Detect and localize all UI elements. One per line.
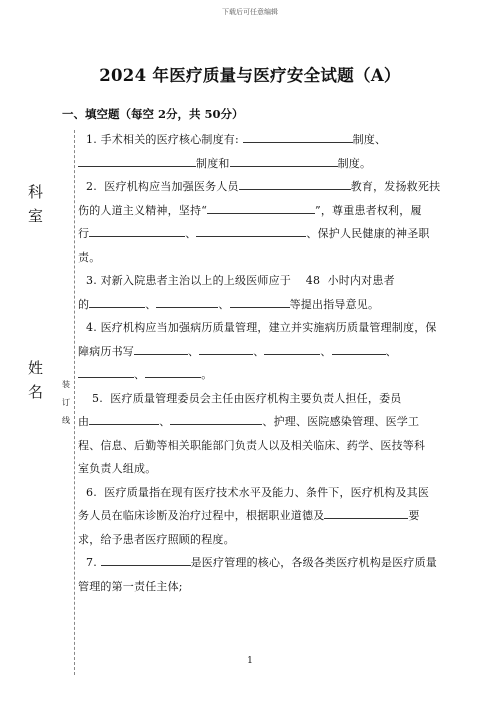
blank-field[interactable] [145, 366, 201, 378]
question-5-cont [78, 434, 446, 458]
download-note: 下载后可任意编辑 [222, 8, 278, 16]
question-3 [78, 269, 446, 293]
question-2 [78, 175, 446, 199]
q4-sep: 、 [320, 344, 332, 358]
q6-text: 6. 医疗质量指在现有医疗技术水平及能力、条件下，医疗机构及其医 [86, 485, 430, 499]
blank-field[interactable] [239, 178, 351, 190]
q5-text: 室负责人组成。 [78, 462, 157, 475]
q3-text: 的 [78, 297, 90, 311]
q1-text: 制度和 [196, 156, 230, 170]
q5-text: 5. 医疗质量管理委员会主任由医疗机构主要负责人担任，委员 [92, 391, 402, 405]
question-1-cont [78, 152, 446, 176]
blank-field[interactable] [264, 343, 320, 355]
blank-field[interactable] [199, 343, 253, 355]
blank-field[interactable] [134, 343, 188, 355]
question-4 [78, 316, 446, 340]
q1-text: 制度。 [337, 156, 372, 170]
q4-sep: 、 [134, 368, 146, 381]
blank-field[interactable] [170, 413, 262, 425]
question-7 [78, 551, 446, 575]
question-5-cont [78, 457, 446, 481]
question-5-cont [78, 410, 446, 434]
question-5 [78, 387, 446, 411]
section-heading: 一、填空题（每空 2分，共 50分） [62, 107, 244, 121]
binding-line [74, 130, 75, 675]
q7-text: 是医疗管理的核心，各级各类医疗机构是医疗质量 [190, 556, 437, 569]
question-6-cont [78, 504, 446, 528]
blank-field[interactable] [89, 413, 159, 425]
binding-line-text: 装 订 线 [62, 380, 70, 425]
page-number: 1 [247, 656, 253, 666]
q2-text: 2. 医疗机构应当加强医务人员 [86, 180, 239, 193]
blank-field[interactable] [230, 155, 338, 167]
question-1 [78, 128, 446, 152]
q3-text: 、 [218, 297, 230, 311]
blank-field[interactable] [78, 366, 134, 378]
q3-text: 等提出指导意见。 [289, 297, 380, 311]
q1-text: 1. 手术相关的医疗核心制度有: [86, 133, 243, 146]
q5-text: 、护理、医院感染管理、医学工 [262, 415, 420, 428]
q1-text: 制度、 [352, 133, 387, 146]
blank-field[interactable] [243, 131, 353, 143]
question-4-cont [78, 340, 446, 364]
question-6 [78, 481, 446, 505]
q4-sep: 、 [385, 344, 397, 358]
question-3-cont [78, 293, 446, 317]
q2-text: 行 [78, 227, 90, 240]
q3-text: 、 [145, 297, 157, 311]
q4-sep: 、 [188, 344, 200, 358]
q2-text: 、保护人民健康的神圣职 [306, 227, 430, 240]
question-7-cont [78, 575, 446, 599]
q7-text: 7. [86, 556, 101, 569]
blank-field[interactable] [230, 296, 290, 308]
blank-field[interactable] [89, 225, 185, 237]
department-label [28, 180, 43, 228]
q4-end: 。 [201, 368, 213, 381]
name-label-text: 姓 名 [28, 359, 44, 401]
name-label [28, 356, 43, 404]
question-2-cont [78, 199, 446, 223]
q2-text: ”，尊重患者权利，履 [315, 203, 422, 217]
q7-text: 管理的第一责任主体; [78, 579, 183, 593]
blank-field[interactable] [196, 225, 306, 237]
q5-text: 程、信息、后勤等相关职能部门负责人以及相关临床、药学、医技等科 [78, 438, 426, 452]
q2-text: 伤的人道主义精神，坚持“ [78, 203, 208, 217]
q6-text: 求，给予患者医疗照顾的程度。 [78, 532, 235, 546]
binding-line-label [62, 376, 70, 430]
blank-field[interactable] [324, 507, 408, 519]
q5-text: 、 [159, 415, 171, 428]
department-label-text: 科 室 [28, 183, 44, 225]
q4-text: 4. 医疗机构应当加强病历质量管理，建立并实施病历质量管理制度，保 [86, 321, 437, 334]
question-2-cont [78, 246, 446, 270]
q2-text: 、 [185, 227, 197, 240]
blank-field[interactable] [101, 554, 191, 566]
q4-sep: 、 [253, 344, 265, 358]
q2-text: 责。 [78, 250, 101, 264]
question-list [78, 128, 446, 598]
blank-field[interactable] [78, 155, 196, 167]
q2-text: 教育，发扬救死扶 [350, 180, 441, 193]
q6-text: 要 [408, 509, 420, 522]
blank-field[interactable] [156, 296, 218, 308]
q6-text: 务人员在临床诊断及治疗过程中，根据职业道德及 [78, 509, 325, 522]
page-title: 2024 年医疗质量与医疗安全试题（A） [99, 66, 401, 85]
blank-field[interactable] [89, 296, 145, 308]
q3-text: 3. 对新入院患者主治以上的上级医师应于 48 小时内对患者 [86, 274, 395, 287]
blank-field[interactable] [207, 202, 315, 214]
question-2-cont [78, 222, 446, 246]
question-6-cont [78, 528, 446, 552]
q4-text: 障病历书写 [78, 344, 134, 358]
q5-text: 由 [78, 415, 90, 428]
blank-field[interactable] [332, 343, 386, 355]
question-4-cont [78, 363, 446, 387]
